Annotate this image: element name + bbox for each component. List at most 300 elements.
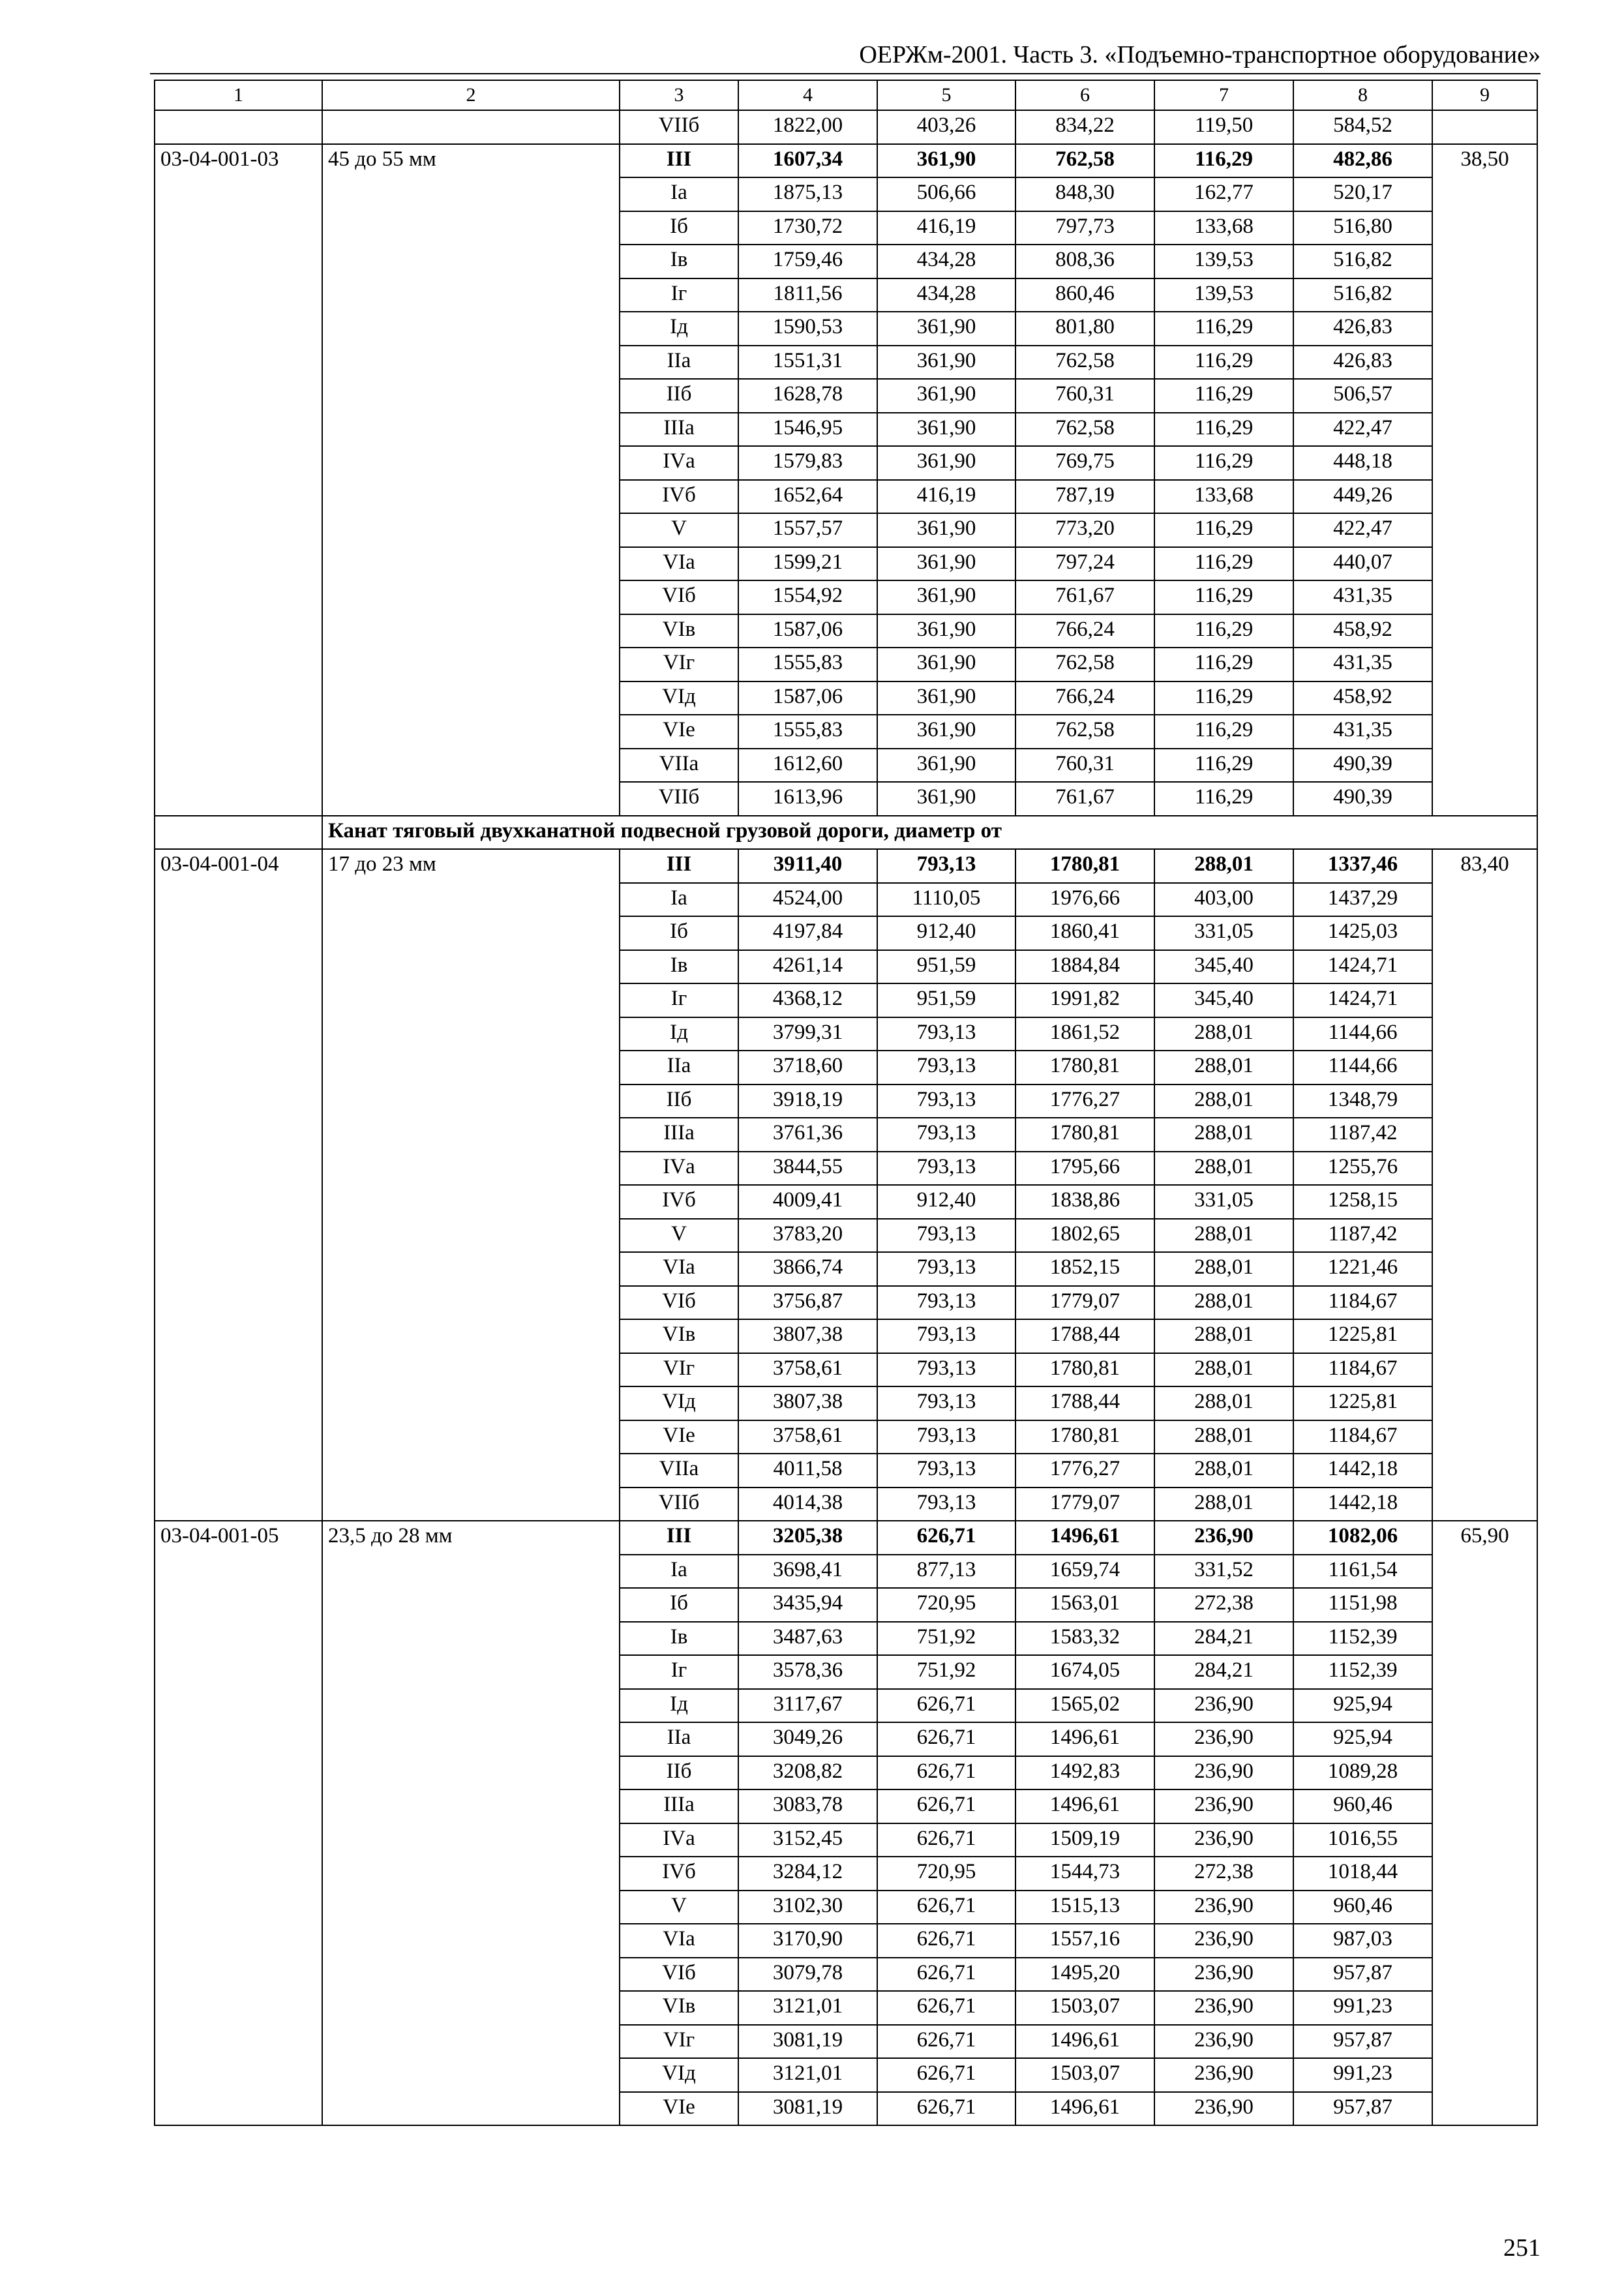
total-cost-cell: 3807,38: [738, 1319, 877, 1353]
materials-cell: 426,83: [1293, 312, 1432, 346]
machine-cost-cell: 1788,44: [1015, 1386, 1154, 1420]
labor-cost-cell: 83,40: [1432, 849, 1537, 1521]
machine-cost-cell: 761,67: [1015, 782, 1154, 816]
region-cell: VIIб: [620, 110, 738, 144]
machine-cost-cell: 1884,84: [1015, 950, 1154, 984]
region-cell: VIб: [620, 1958, 738, 1992]
total-cost-cell: 3435,94: [738, 1588, 877, 1622]
wages-cell: 951,59: [877, 950, 1015, 984]
total-cost-cell: 3718,60: [738, 1051, 877, 1085]
machine-cost-cell: 1492,83: [1015, 1756, 1154, 1790]
wages-cell: 416,19: [877, 211, 1015, 245]
wages-cell: 626,71: [877, 1689, 1015, 1723]
total-cost-cell: 3152,45: [738, 1823, 877, 1857]
wages-cell: 793,13: [877, 849, 1015, 883]
machine-wages-cell: 272,38: [1154, 1857, 1293, 1891]
machine-cost-cell: 1496,61: [1015, 2092, 1154, 2126]
total-cost-cell: 4368,12: [738, 983, 877, 1017]
materials-cell: 957,87: [1293, 1958, 1432, 1992]
item-code-cell: 03-04-001-04: [155, 849, 322, 1521]
wages-cell: 793,13: [877, 1286, 1015, 1320]
machine-wages-cell: 133,68: [1154, 480, 1293, 514]
machine-cost-cell: 766,24: [1015, 614, 1154, 648]
machine-cost-cell: 1776,27: [1015, 1085, 1154, 1118]
machine-cost-cell: 762,58: [1015, 346, 1154, 380]
machine-wages-cell: 116,29: [1154, 681, 1293, 715]
total-cost-cell: 3083,78: [738, 1789, 877, 1823]
region-cell: IIа: [620, 1722, 738, 1756]
wages-cell: 912,40: [877, 1185, 1015, 1219]
region-cell: Iг: [620, 278, 738, 312]
materials-cell: 1255,76: [1293, 1152, 1432, 1186]
item-description-cell: 23,5 до 28 мм: [322, 1521, 620, 2125]
labor-cost-cell: 38,50: [1432, 144, 1537, 816]
machine-cost-cell: 1795,66: [1015, 1152, 1154, 1186]
machine-cost-cell: 808,36: [1015, 245, 1154, 278]
total-cost-cell: 3081,19: [738, 2025, 877, 2059]
machine-cost-cell: 834,22: [1015, 110, 1154, 144]
region-cell: Iа: [620, 1555, 738, 1589]
column-number-cell: 8: [1293, 80, 1432, 110]
wages-cell: 626,71: [877, 2058, 1015, 2092]
machine-cost-cell: 797,73: [1015, 211, 1154, 245]
region-cell: V: [620, 513, 738, 547]
machine-wages-cell: 133,68: [1154, 211, 1293, 245]
machine-cost-cell: 761,67: [1015, 580, 1154, 614]
total-cost-cell: 3079,78: [738, 1958, 877, 1992]
item-first-row: [155, 144, 1537, 178]
machine-wages-cell: 288,01: [1154, 1017, 1293, 1051]
machine-wages-cell: 236,90: [1154, 1722, 1293, 1756]
wages-cell: 626,71: [877, 1722, 1015, 1756]
region-cell: Iб: [620, 916, 738, 950]
machine-cost-cell: 762,58: [1015, 715, 1154, 749]
materials-cell: 490,39: [1293, 749, 1432, 783]
total-cost-cell: 4009,41: [738, 1185, 877, 1219]
materials-cell: 1348,79: [1293, 1085, 1432, 1118]
machine-wages-cell: 284,21: [1154, 1655, 1293, 1689]
machine-wages-cell: 288,01: [1154, 1152, 1293, 1186]
machine-wages-cell: 116,29: [1154, 648, 1293, 681]
machine-cost-cell: 760,31: [1015, 379, 1154, 413]
total-cost-cell: 3844,55: [738, 1152, 877, 1186]
machine-wages-cell: 116,29: [1154, 580, 1293, 614]
region-cell: VIIб: [620, 1488, 738, 1521]
wages-cell: 361,90: [877, 312, 1015, 346]
machine-cost-cell: 1509,19: [1015, 1823, 1154, 1857]
item-description-cell: 45 до 55 мм: [322, 144, 620, 816]
materials-cell: 449,26: [1293, 480, 1432, 514]
materials-cell: 458,92: [1293, 614, 1432, 648]
total-cost-cell: 1599,21: [738, 547, 877, 581]
table-body: [155, 80, 1537, 2125]
region-cell: VIв: [620, 614, 738, 648]
section-title-row: [155, 816, 1537, 850]
materials-cell: 1089,28: [1293, 1756, 1432, 1790]
wages-cell: 626,71: [877, 1958, 1015, 1992]
machine-cost-cell: 860,46: [1015, 278, 1154, 312]
materials-cell: 960,46: [1293, 1789, 1432, 1823]
materials-cell: 422,47: [1293, 513, 1432, 547]
region-cell: Iа: [620, 883, 738, 917]
materials-cell: 516,80: [1293, 211, 1432, 245]
region-cell: VIд: [620, 1386, 738, 1420]
materials-cell: 1442,18: [1293, 1488, 1432, 1521]
column-number-cell: 7: [1154, 80, 1293, 110]
region-cell: VIд: [620, 681, 738, 715]
machine-cost-cell: 760,31: [1015, 749, 1154, 783]
machine-wages-cell: 288,01: [1154, 1118, 1293, 1152]
wages-cell: 626,71: [877, 2092, 1015, 2126]
materials-cell: 482,86: [1293, 144, 1432, 178]
region-cell: V: [620, 1891, 738, 1924]
region-cell: VIIа: [620, 1454, 738, 1488]
machine-cost-cell: 1496,61: [1015, 1521, 1154, 1555]
materials-cell: 1424,71: [1293, 983, 1432, 1017]
machine-cost-cell: 773,20: [1015, 513, 1154, 547]
machine-cost-cell: 1976,66: [1015, 883, 1154, 917]
wages-cell: 877,13: [877, 1555, 1015, 1589]
machine-wages-cell: 236,90: [1154, 2025, 1293, 2059]
total-cost-cell: 1555,83: [738, 715, 877, 749]
materials-cell: 1258,15: [1293, 1185, 1432, 1219]
machine-cost-cell: 1659,74: [1015, 1555, 1154, 1589]
materials-cell: 506,57: [1293, 379, 1432, 413]
machine-wages-cell: 236,90: [1154, 1958, 1293, 1992]
machine-wages-cell: 116,29: [1154, 614, 1293, 648]
materials-cell: 426,83: [1293, 346, 1432, 380]
materials-cell: 960,46: [1293, 1891, 1432, 1924]
machine-wages-cell: 236,90: [1154, 1789, 1293, 1823]
materials-cell: 1018,44: [1293, 1857, 1432, 1891]
machine-wages-cell: 288,01: [1154, 1252, 1293, 1286]
machine-wages-cell: 116,29: [1154, 413, 1293, 447]
machine-wages-cell: 116,29: [1154, 346, 1293, 380]
wages-cell: 626,71: [877, 1789, 1015, 1823]
total-cost-cell: 1759,46: [738, 245, 877, 278]
column-number-row: [155, 80, 1537, 110]
wages-cell: 403,26: [877, 110, 1015, 144]
machine-wages-cell: 116,29: [1154, 379, 1293, 413]
machine-cost-cell: 1780,81: [1015, 1118, 1154, 1152]
total-cost-cell: 3698,41: [738, 1555, 877, 1589]
wages-cell: 720,95: [877, 1588, 1015, 1622]
machine-cost-cell: 1674,05: [1015, 1655, 1154, 1689]
machine-cost-cell: 1563,01: [1015, 1588, 1154, 1622]
item-code-cell: 03-04-001-03: [155, 144, 322, 816]
total-cost-cell: 1607,34: [738, 144, 877, 178]
total-cost-cell: 3284,12: [738, 1857, 877, 1891]
column-number-cell: 3: [620, 80, 738, 110]
total-cost-cell: 3758,61: [738, 1353, 877, 1387]
machine-cost-cell: 801,80: [1015, 312, 1154, 346]
machine-wages-cell: 116,29: [1154, 547, 1293, 581]
machine-cost-cell: 1779,07: [1015, 1286, 1154, 1320]
wages-cell: 793,13: [877, 1118, 1015, 1152]
code-empty-cell: [155, 110, 322, 144]
region-cell: VIе: [620, 1420, 738, 1454]
materials-cell: 520,17: [1293, 177, 1432, 211]
region-cell: Iа: [620, 177, 738, 211]
machine-cost-cell: 1788,44: [1015, 1319, 1154, 1353]
machine-wages-cell: 162,77: [1154, 177, 1293, 211]
total-cost-cell: 3807,38: [738, 1386, 877, 1420]
machine-cost-cell: 1557,16: [1015, 1924, 1154, 1958]
region-cell: Iд: [620, 1689, 738, 1723]
region-cell: IVа: [620, 1823, 738, 1857]
machine-wages-cell: 116,29: [1154, 144, 1293, 178]
region-cell: IVб: [620, 480, 738, 514]
region-cell: VIе: [620, 2092, 738, 2126]
wages-cell: 793,13: [877, 1219, 1015, 1253]
wages-cell: 793,13: [877, 1454, 1015, 1488]
total-cost-cell: 1587,06: [738, 614, 877, 648]
region-cell: VIа: [620, 1924, 738, 1958]
machine-cost-cell: 1780,81: [1015, 849, 1154, 883]
machine-wages-cell: 116,29: [1154, 312, 1293, 346]
wages-cell: 951,59: [877, 983, 1015, 1017]
materials-cell: 1437,29: [1293, 883, 1432, 917]
wages-cell: 434,28: [877, 278, 1015, 312]
machine-wages-cell: 288,01: [1154, 1085, 1293, 1118]
materials-cell: 1221,46: [1293, 1252, 1432, 1286]
total-cost-cell: 1546,95: [738, 413, 877, 447]
total-cost-cell: 3205,38: [738, 1521, 877, 1555]
total-cost-cell: 3102,30: [738, 1891, 877, 1924]
machine-wages-cell: 116,29: [1154, 715, 1293, 749]
machine-wages-cell: 288,01: [1154, 1386, 1293, 1420]
total-cost-cell: 4014,38: [738, 1488, 877, 1521]
wages-cell: 361,90: [877, 346, 1015, 380]
wages-cell: 793,13: [877, 1319, 1015, 1353]
machine-wages-cell: 236,90: [1154, 1991, 1293, 2025]
region-cell: Iг: [620, 983, 738, 1017]
materials-cell: 490,39: [1293, 782, 1432, 816]
wages-cell: 626,71: [877, 1823, 1015, 1857]
materials-cell: 1337,46: [1293, 849, 1432, 883]
header-rule: [150, 73, 1541, 74]
region-cell: IIIа: [620, 413, 738, 447]
wages-cell: 626,71: [877, 1521, 1015, 1555]
machine-wages-cell: 288,01: [1154, 849, 1293, 883]
region-cell: III: [620, 849, 738, 883]
materials-cell: 991,23: [1293, 1991, 1432, 2025]
machine-cost-cell: 1776,27: [1015, 1454, 1154, 1488]
materials-cell: 431,35: [1293, 580, 1432, 614]
machine-cost-cell: 766,24: [1015, 681, 1154, 715]
region-cell: VIа: [620, 547, 738, 581]
machine-wages-cell: 345,40: [1154, 950, 1293, 984]
machine-cost-cell: 1496,61: [1015, 2025, 1154, 2059]
machine-wages-cell: 116,29: [1154, 749, 1293, 783]
machine-cost-cell: 1565,02: [1015, 1689, 1154, 1723]
materials-cell: 431,35: [1293, 648, 1432, 681]
machine-cost-cell: 787,19: [1015, 480, 1154, 514]
materials-cell: 1225,81: [1293, 1386, 1432, 1420]
total-cost-cell: 4197,84: [738, 916, 877, 950]
materials-cell: 1082,06: [1293, 1521, 1432, 1555]
tariff-table: [154, 80, 1538, 2126]
wages-cell: 793,13: [877, 1420, 1015, 1454]
materials-cell: 925,94: [1293, 1689, 1432, 1723]
materials-cell: 431,35: [1293, 715, 1432, 749]
machine-cost-cell: 769,75: [1015, 446, 1154, 480]
materials-cell: 440,07: [1293, 547, 1432, 581]
table-row: [155, 110, 1537, 144]
column-number-cell: 1: [155, 80, 322, 110]
total-cost-cell: 1612,60: [738, 749, 877, 783]
total-cost-cell: 3758,61: [738, 1420, 877, 1454]
column-number-cell: 2: [322, 80, 620, 110]
machine-wages-cell: 236,90: [1154, 1823, 1293, 1857]
materials-cell: 1151,98: [1293, 1588, 1432, 1622]
materials-cell: 448,18: [1293, 446, 1432, 480]
machine-wages-cell: 116,29: [1154, 446, 1293, 480]
machine-cost-cell: 1515,13: [1015, 1891, 1154, 1924]
region-cell: Iб: [620, 211, 738, 245]
wages-cell: 361,90: [877, 782, 1015, 816]
machine-cost-cell: 1860,41: [1015, 916, 1154, 950]
total-cost-cell: 1551,31: [738, 346, 877, 380]
materials-cell: 1184,67: [1293, 1353, 1432, 1387]
item-first-row: [155, 1521, 1537, 1555]
item-code-cell: 03-04-001-05: [155, 1521, 322, 2125]
machine-wages-cell: 116,29: [1154, 782, 1293, 816]
machine-wages-cell: 236,90: [1154, 1756, 1293, 1790]
total-cost-cell: 3208,82: [738, 1756, 877, 1790]
labor-cost-cell: 65,90: [1432, 1521, 1537, 2125]
machine-wages-cell: 403,00: [1154, 883, 1293, 917]
wages-cell: 720,95: [877, 1857, 1015, 1891]
machine-cost-cell: 1496,61: [1015, 1722, 1154, 1756]
total-cost-cell: 4261,14: [738, 950, 877, 984]
materials-cell: 1187,42: [1293, 1219, 1432, 1253]
wages-cell: 751,92: [877, 1655, 1015, 1689]
region-cell: IVа: [620, 446, 738, 480]
total-cost-cell: 3121,01: [738, 2058, 877, 2092]
wages-cell: 793,13: [877, 1051, 1015, 1085]
region-cell: IIб: [620, 379, 738, 413]
region-cell: VIв: [620, 1991, 738, 2025]
total-cost-cell: 3121,01: [738, 1991, 877, 2025]
region-cell: III: [620, 144, 738, 178]
total-cost-cell: 1587,06: [738, 681, 877, 715]
total-cost-cell: 1652,64: [738, 480, 877, 514]
wages-cell: 361,90: [877, 749, 1015, 783]
materials-cell: 987,03: [1293, 1924, 1432, 1958]
wages-cell: 506,66: [877, 177, 1015, 211]
region-cell: Iв: [620, 245, 738, 278]
total-cost-cell: 1628,78: [738, 379, 877, 413]
total-cost-cell: 3487,63: [738, 1622, 877, 1656]
region-cell: IIб: [620, 1085, 738, 1118]
machine-cost-cell: 848,30: [1015, 177, 1154, 211]
region-cell: Iв: [620, 1622, 738, 1656]
materials-cell: 1225,81: [1293, 1319, 1432, 1353]
total-cost-cell: 4524,00: [738, 883, 877, 917]
wages-cell: 626,71: [877, 1891, 1015, 1924]
wages-cell: 361,90: [877, 379, 1015, 413]
wages-cell: 793,13: [877, 1017, 1015, 1051]
materials-cell: 1016,55: [1293, 1823, 1432, 1857]
materials-cell: 1187,42: [1293, 1118, 1432, 1152]
wages-cell: 361,90: [877, 715, 1015, 749]
total-cost-cell: 1554,92: [738, 580, 877, 614]
machine-wages-cell: 288,01: [1154, 1319, 1293, 1353]
region-cell: IIб: [620, 1756, 738, 1790]
column-number-cell: 5: [877, 80, 1015, 110]
total-cost-cell: 1557,57: [738, 513, 877, 547]
wages-cell: 361,90: [877, 614, 1015, 648]
total-cost-cell: 3783,20: [738, 1219, 877, 1253]
wages-cell: 793,13: [877, 1085, 1015, 1118]
region-cell: VIа: [620, 1252, 738, 1286]
machine-cost-cell: 762,58: [1015, 144, 1154, 178]
machine-wages-cell: 288,01: [1154, 1286, 1293, 1320]
materials-cell: 1184,67: [1293, 1286, 1432, 1320]
total-cost-cell: 1822,00: [738, 110, 877, 144]
machine-cost-cell: 1802,65: [1015, 1219, 1154, 1253]
region-cell: VIе: [620, 715, 738, 749]
region-cell: VIд: [620, 2058, 738, 2092]
machine-wages-cell: 236,90: [1154, 2092, 1293, 2126]
wages-cell: 793,13: [877, 1386, 1015, 1420]
machine-wages-cell: 288,01: [1154, 1454, 1293, 1488]
wages-cell: 793,13: [877, 1252, 1015, 1286]
total-cost-cell: 1730,72: [738, 211, 877, 245]
region-cell: Iд: [620, 1017, 738, 1051]
machine-wages-cell: 284,21: [1154, 1622, 1293, 1656]
materials-cell: 422,47: [1293, 413, 1432, 447]
wages-cell: 434,28: [877, 245, 1015, 278]
region-cell: VIб: [620, 1286, 738, 1320]
wages-cell: 361,90: [877, 580, 1015, 614]
region-cell: Iг: [620, 1655, 738, 1689]
machine-wages-cell: 116,29: [1154, 513, 1293, 547]
region-cell: V: [620, 1219, 738, 1253]
machine-cost-cell: 1503,07: [1015, 1991, 1154, 2025]
wages-cell: 626,71: [877, 1756, 1015, 1790]
region-cell: Iб: [620, 1588, 738, 1622]
wages-cell: 751,92: [877, 1622, 1015, 1656]
machine-cost-cell: 762,58: [1015, 413, 1154, 447]
materials-cell: 957,87: [1293, 2092, 1432, 2126]
materials-cell: 1161,54: [1293, 1555, 1432, 1589]
total-cost-cell: 1811,56: [738, 278, 877, 312]
region-cell: Iв: [620, 950, 738, 984]
column-number-cell: 9: [1432, 80, 1537, 110]
region-cell: VIв: [620, 1319, 738, 1353]
machine-cost-cell: 1861,52: [1015, 1017, 1154, 1051]
region-cell: IVб: [620, 1857, 738, 1891]
total-cost-cell: 1613,96: [738, 782, 877, 816]
machine-cost-cell: 1838,86: [1015, 1185, 1154, 1219]
materials-cell: 516,82: [1293, 278, 1432, 312]
materials-cell: 1144,66: [1293, 1017, 1432, 1051]
total-cost-cell: 4011,58: [738, 1454, 877, 1488]
materials-cell: 1442,18: [1293, 1454, 1432, 1488]
wages-cell: 793,13: [877, 1152, 1015, 1186]
machine-wages-cell: 236,90: [1154, 1891, 1293, 1924]
machine-cost-cell: 1779,07: [1015, 1488, 1154, 1521]
materials-cell: 1424,71: [1293, 950, 1432, 984]
materials-cell: 1184,67: [1293, 1420, 1432, 1454]
materials-cell: 1425,03: [1293, 916, 1432, 950]
section-title: Канат тяговый двухканатной подвесной грузовой дороги, диаметр от: [322, 816, 1537, 850]
machine-cost-cell: 1780,81: [1015, 1051, 1154, 1085]
machine-cost-cell: 1780,81: [1015, 1353, 1154, 1387]
machine-wages-cell: 236,90: [1154, 1924, 1293, 1958]
